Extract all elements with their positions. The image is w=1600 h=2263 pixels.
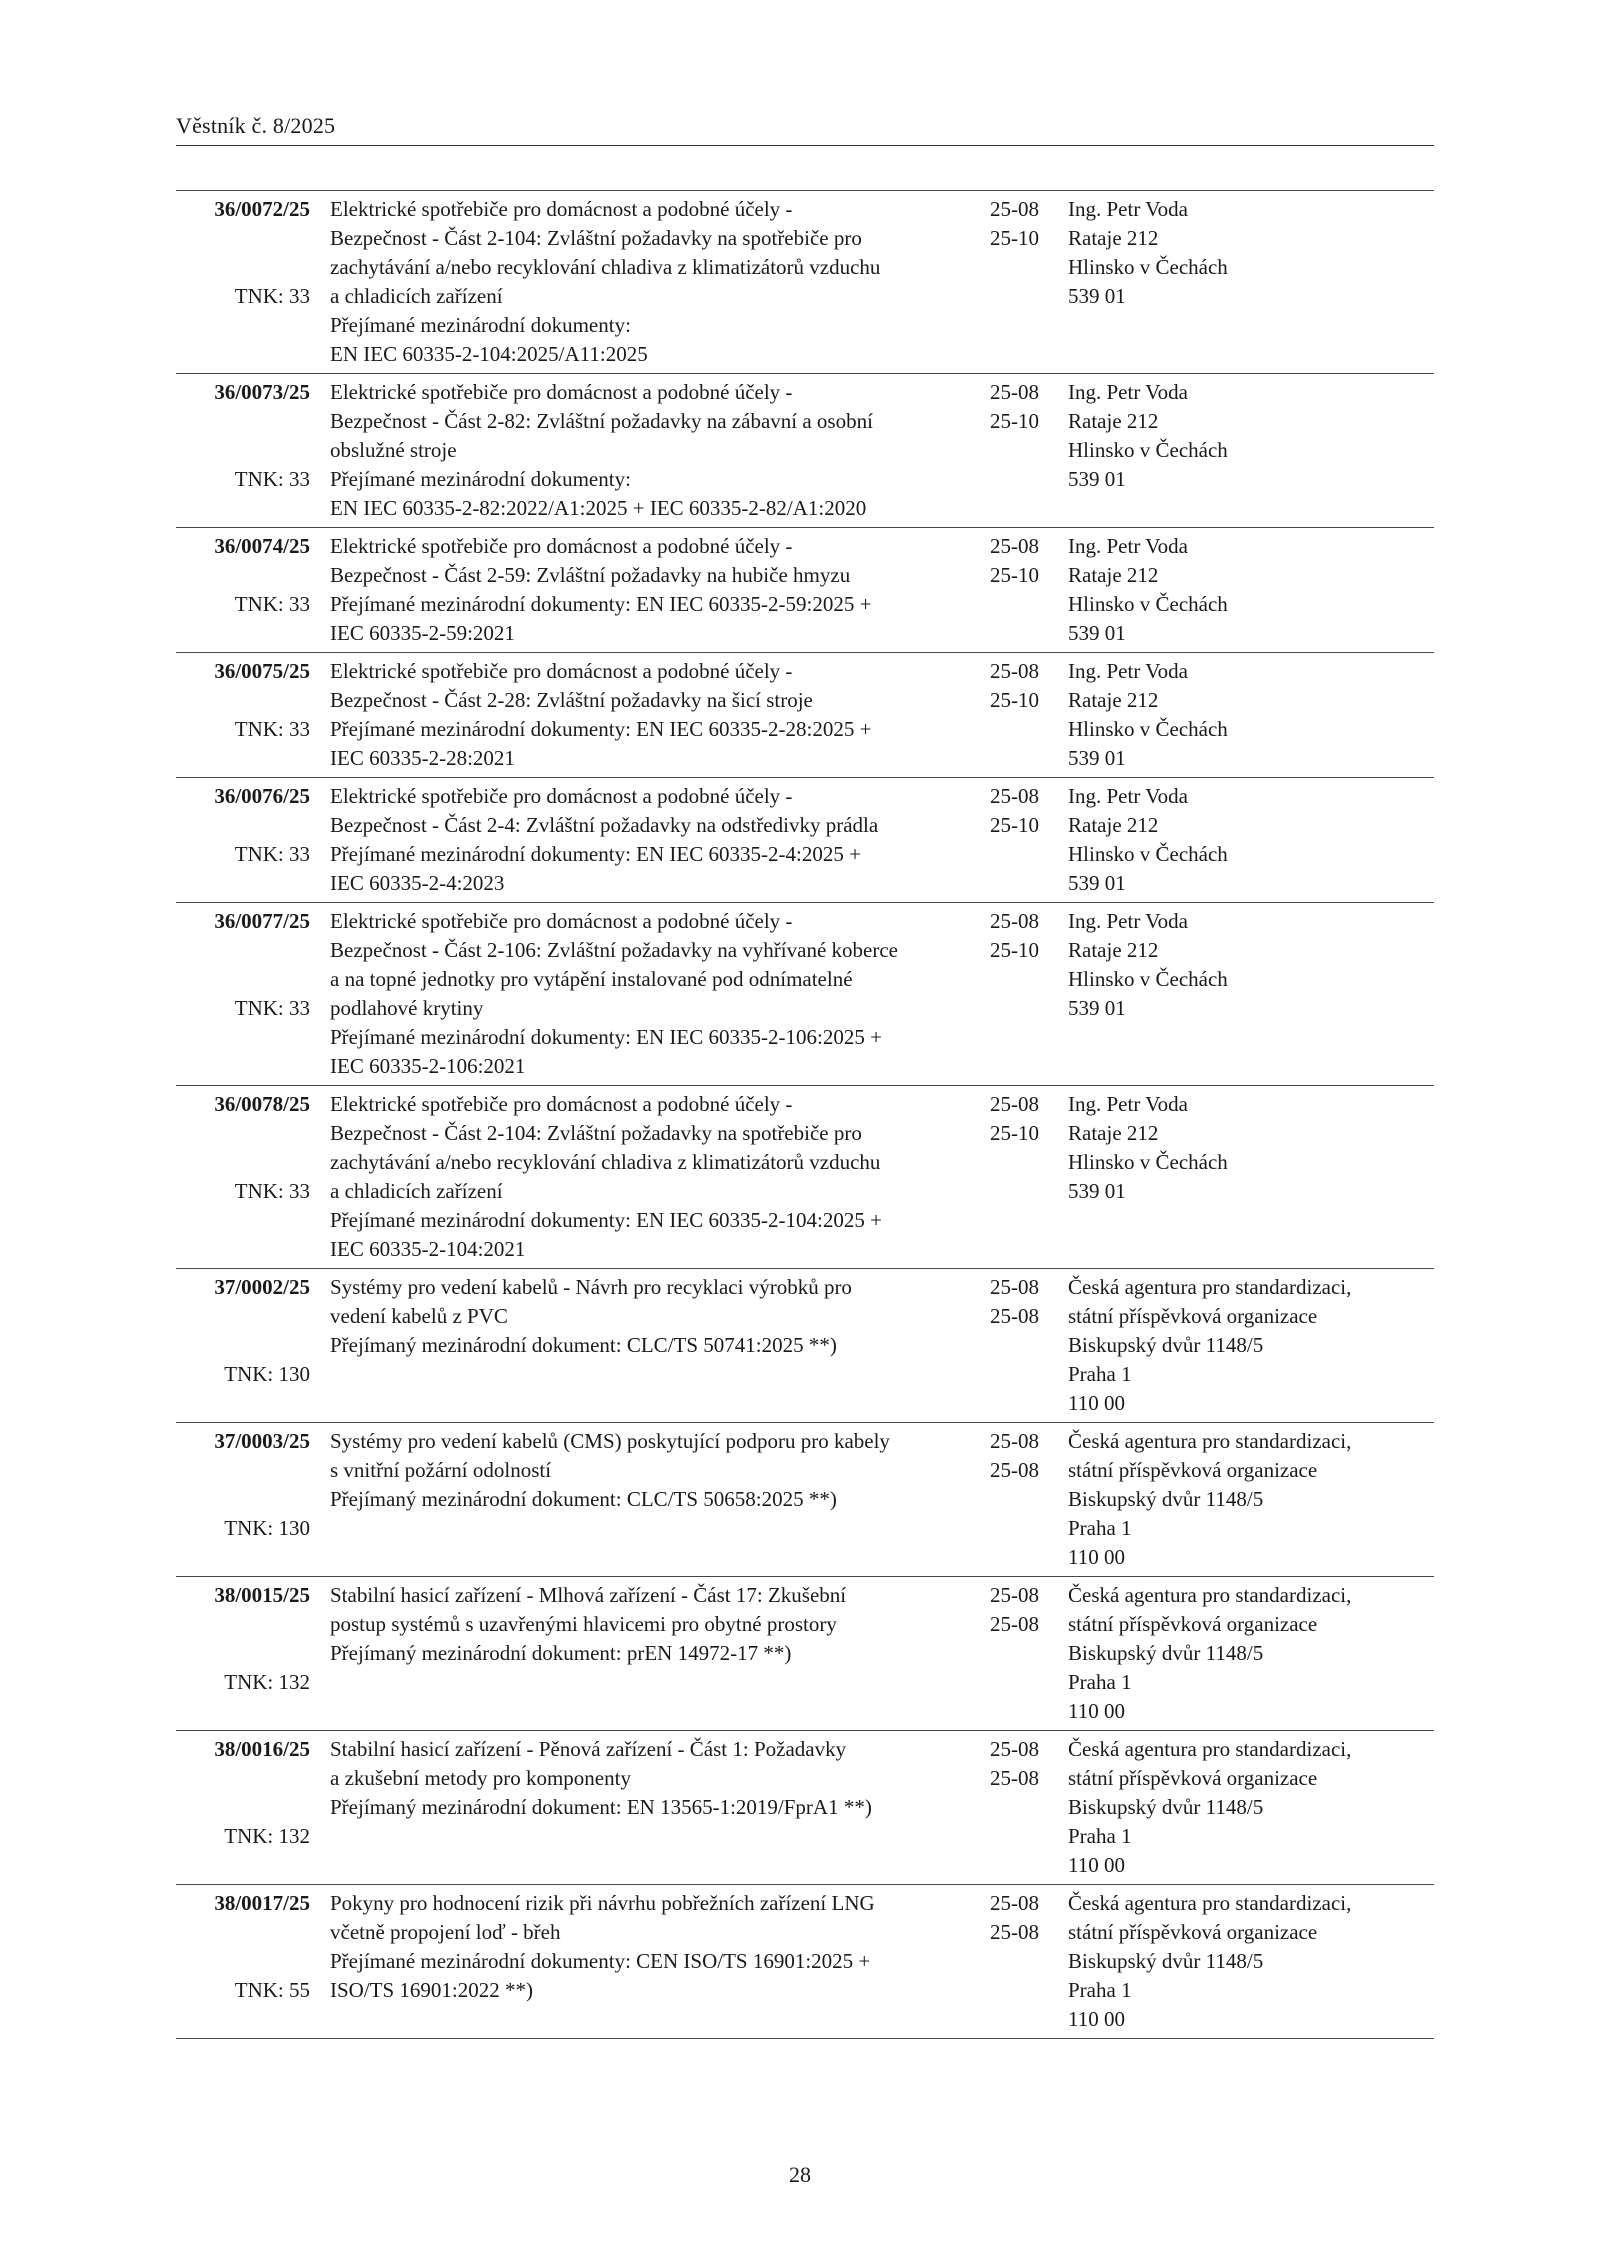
- entry-tnk: TNK: 130: [224, 1516, 310, 1540]
- entry-tnk: TNK: 33: [234, 717, 310, 741]
- entry-description: [330, 1269, 990, 1423]
- entry-contact: [1068, 1731, 1434, 1885]
- contact-line: Česká agentura pro standardizaci,: [1068, 1275, 1352, 1299]
- entry-description: [330, 1577, 990, 1731]
- contact-line: Ing. Petr Voda: [1068, 534, 1188, 558]
- entry-dates: [990, 1269, 1068, 1423]
- contact-line: Rataje 212: [1068, 226, 1159, 250]
- entry-tnk: TNK: 33: [234, 996, 310, 1020]
- contact-line: 110 00: [1068, 1545, 1125, 1569]
- description-line: IEC 60335-2-106:2021: [330, 1054, 526, 1078]
- entry-id: 36/0078/25: [214, 1092, 310, 1116]
- contact-line: Ing. Petr Voda: [1068, 380, 1188, 404]
- date-line: 25-08: [990, 197, 1039, 221]
- entry-tnk: TNK: 132: [224, 1824, 310, 1848]
- date-line: 25-08: [990, 1766, 1039, 1790]
- description-line: a chladicích zařízení: [330, 284, 503, 308]
- date-line: 25-10: [990, 813, 1039, 837]
- table-row: [176, 1731, 1434, 1885]
- entry-dates: [990, 191, 1068, 374]
- contact-line: Ing. Petr Voda: [1068, 1092, 1188, 1116]
- description-line: Elektrické spotřebiče pro domácnost a podobné účely -: [330, 1092, 793, 1116]
- entry-dates: [990, 1086, 1068, 1269]
- description-line: Bezpečnost - Část 2-4: Zvláštní požadavky na odstředivky prádla: [330, 813, 879, 837]
- contact-line: Ing. Petr Voda: [1068, 784, 1188, 808]
- description-line: Systémy pro vedení kabelů (CMS) poskytující podporu pro kabely: [330, 1429, 890, 1453]
- entry-description: [330, 1423, 990, 1577]
- entry-id: 36/0076/25: [214, 784, 310, 808]
- entry-id: 37/0002/25: [214, 1275, 310, 1299]
- entry-description: [330, 528, 990, 653]
- date-line: 25-08: [990, 659, 1039, 683]
- description-line: vedení kabelů z PVC: [330, 1304, 508, 1328]
- contact-line: Rataje 212: [1068, 813, 1159, 837]
- description-line: Bezpečnost - Část 2-104: Zvláštní požadavky na spotřebiče pro: [330, 1121, 862, 1145]
- contact-line: Hlinsko v Čechách: [1068, 1150, 1228, 1174]
- date-line: 25-08: [990, 1612, 1039, 1636]
- description-line: EN IEC 60335-2-104:2025/A11:2025: [330, 342, 648, 366]
- contact-line: Ing. Petr Voda: [1068, 197, 1188, 221]
- entry-dates: [990, 1423, 1068, 1577]
- date-line: 25-08: [990, 380, 1039, 404]
- description-line: Přejímané mezinárodní dokumenty: EN IEC 60335-2-4:2025 +: [330, 842, 861, 866]
- entry-tnk: TNK: 33: [234, 467, 310, 491]
- entry-dates: [990, 653, 1068, 778]
- entry-id: 38/0016/25: [214, 1737, 310, 1761]
- entry-id-cell: [176, 1269, 330, 1423]
- entry-dates: [990, 374, 1068, 528]
- contact-line: Biskupský dvůr 1148/5: [1068, 1949, 1264, 1973]
- entry-id-cell: [176, 1731, 330, 1885]
- entry-dates: [990, 1731, 1068, 1885]
- date-line: 25-08: [990, 1304, 1039, 1328]
- entry-id: 36/0073/25: [214, 380, 310, 404]
- contact-line: 539 01: [1068, 871, 1126, 895]
- entries-table: [176, 190, 1434, 2039]
- contact-line: Biskupský dvůr 1148/5: [1068, 1487, 1264, 1511]
- description-line: Bezpečnost - Část 2-59: Zvláštní požadavky na hubiče hmyzu: [330, 563, 851, 587]
- date-line: 25-08: [990, 784, 1039, 808]
- description-line: Bezpečnost - Část 2-28: Zvláštní požadavky na šicí stroje: [330, 688, 813, 712]
- table-row: [176, 653, 1434, 778]
- contact-line: Biskupský dvůr 1148/5: [1068, 1641, 1264, 1665]
- contact-line: Rataje 212: [1068, 938, 1159, 962]
- entry-contact: [1068, 191, 1434, 374]
- contact-line: Česká agentura pro standardizaci,: [1068, 1737, 1352, 1761]
- description-line: podlahové krytiny: [330, 996, 484, 1020]
- description-line: Systémy pro vedení kabelů - Návrh pro recyklaci výrobků pro: [330, 1275, 852, 1299]
- entry-description: [330, 653, 990, 778]
- description-line: IEC 60335-2-59:2021: [330, 621, 515, 645]
- description-line: Přejímané mezinárodní dokumenty: EN IEC 60335-2-104:2025 +: [330, 1208, 882, 1232]
- description-line: Přejímané mezinárodní dokumenty: EN IEC 60335-2-28:2025 +: [330, 717, 872, 741]
- contact-line: Česká agentura pro standardizaci,: [1068, 1891, 1352, 1915]
- entry-dates: [990, 1577, 1068, 1731]
- entry-description: [330, 1086, 990, 1269]
- description-line: ISO/TS 16901:2022 **): [330, 1978, 534, 2002]
- table-row: [176, 903, 1434, 1086]
- description-line: Elektrické spotřebiče pro domácnost a podobné účely -: [330, 534, 793, 558]
- description-line: a chladicích zařízení: [330, 1179, 503, 1203]
- description-line: Přejímaný mezinárodní dokument: EN 13565-1:2019/FprA1 **): [330, 1795, 872, 1819]
- description-line: Elektrické spotřebiče pro domácnost a podobné účely -: [330, 197, 793, 221]
- description-line: Elektrické spotřebiče pro domácnost a podobné účely -: [330, 909, 793, 933]
- entry-id-cell: [176, 1577, 330, 1731]
- contact-line: státní příspěvková organizace: [1068, 1920, 1318, 1944]
- entry-id-cell: [176, 374, 330, 528]
- contact-line: 110 00: [1068, 1699, 1125, 1723]
- contact-line: 110 00: [1068, 2007, 1125, 2031]
- contact-line: Praha 1: [1068, 1978, 1132, 2002]
- description-line: Přejímané mezinárodní dokumenty: EN IEC 60335-2-59:2025 +: [330, 592, 872, 616]
- contact-line: Biskupský dvůr 1148/5: [1068, 1333, 1264, 1357]
- entry-dates: [990, 903, 1068, 1086]
- description-line: a na topné jednotky pro vytápění instalované pod odnímatelné: [330, 967, 853, 991]
- entry-description: [330, 191, 990, 374]
- entry-contact: [1068, 653, 1434, 778]
- description-line: postup systémů s uzavřenými hlavicemi pro obytné prostory: [330, 1612, 837, 1636]
- description-line: Přejímané mezinárodní dokumenty: EN IEC 60335-2-106:2025 +: [330, 1025, 882, 1049]
- contact-line: Rataje 212: [1068, 409, 1159, 433]
- date-line: 25-08: [990, 1275, 1039, 1299]
- date-line: 25-08: [990, 1737, 1039, 1761]
- table-row: [176, 1269, 1434, 1423]
- table-row: [176, 374, 1434, 528]
- entry-contact: [1068, 1577, 1434, 1731]
- entry-contact: [1068, 528, 1434, 653]
- entry-dates: [990, 778, 1068, 903]
- entry-dates: [990, 1885, 1068, 2039]
- contact-line: Česká agentura pro standardizaci,: [1068, 1583, 1352, 1607]
- contact-line: Hlinsko v Čechách: [1068, 255, 1228, 279]
- page-header: Věstník č. 8/2025: [176, 113, 336, 138]
- table-row: [176, 191, 1434, 374]
- description-line: obslužné stroje: [330, 438, 457, 462]
- entry-description: [330, 1731, 990, 1885]
- description-line: a zkušební metody pro komponenty: [330, 1766, 631, 1790]
- date-line: 25-08: [990, 909, 1039, 933]
- contact-line: Praha 1: [1068, 1670, 1132, 1694]
- contact-line: Rataje 212: [1068, 688, 1159, 712]
- description-line: Přejímané mezinárodní dokumenty:: [330, 467, 631, 491]
- description-line: zachytávání a/nebo recyklování chladiva z klimatizátorů vzduchu: [330, 1150, 881, 1174]
- date-line: 25-10: [990, 409, 1039, 433]
- date-line: 25-08: [990, 1920, 1039, 1944]
- date-line: 25-10: [990, 688, 1039, 712]
- description-line: EN IEC 60335-2-82:2022/A1:2025 + IEC 60335-2-82/A1:2020: [330, 496, 867, 520]
- entry-id: 36/0077/25: [214, 909, 310, 933]
- entry-id: 36/0075/25: [214, 659, 310, 683]
- table-row: [176, 1885, 1434, 2039]
- entry-tnk: TNK: 33: [234, 1179, 310, 1203]
- contact-line: Biskupský dvůr 1148/5: [1068, 1795, 1264, 1819]
- entry-contact: [1068, 1423, 1434, 1577]
- contact-line: Ing. Petr Voda: [1068, 909, 1188, 933]
- date-line: 25-08: [990, 1429, 1039, 1453]
- entry-contact: [1068, 778, 1434, 903]
- description-line: Bezpečnost - Část 2-82: Zvláštní požadavky na zábavní a osobní: [330, 409, 873, 433]
- entry-id-cell: [176, 191, 330, 374]
- description-line: Pokyny pro hodnocení rizik při návrhu pobřežních zařízení LNG: [330, 1891, 875, 1915]
- entry-id: 38/0017/25: [214, 1891, 310, 1915]
- header-rule: [176, 145, 1434, 146]
- contact-line: Ing. Petr Voda: [1068, 659, 1188, 683]
- entry-tnk: TNK: 130: [224, 1362, 310, 1386]
- entry-description: [330, 903, 990, 1086]
- contact-line: státní příspěvková organizace: [1068, 1612, 1318, 1636]
- contact-line: Hlinsko v Čechách: [1068, 842, 1228, 866]
- entry-contact: [1068, 1086, 1434, 1269]
- contact-line: státní příspěvková organizace: [1068, 1458, 1318, 1482]
- date-line: 25-08: [990, 1891, 1039, 1915]
- description-line: Přejímaný mezinárodní dokument: CLC/TS 50741:2025 **): [330, 1333, 837, 1357]
- entry-id-cell: [176, 653, 330, 778]
- contact-line: Rataje 212: [1068, 1121, 1159, 1145]
- table-row: [176, 528, 1434, 653]
- contact-line: 539 01: [1068, 621, 1126, 645]
- contact-line: státní příspěvková organizace: [1068, 1766, 1318, 1790]
- contact-line: 110 00: [1068, 1391, 1125, 1415]
- description-line: IEC 60335-2-104:2021: [330, 1237, 526, 1261]
- contact-line: státní příspěvková organizace: [1068, 1304, 1318, 1328]
- entry-description: [330, 374, 990, 528]
- date-line: 25-10: [990, 938, 1039, 962]
- description-line: Elektrické spotřebiče pro domácnost a podobné účely -: [330, 784, 793, 808]
- entries-table-body: [176, 191, 1434, 2039]
- contact-line: 539 01: [1068, 746, 1126, 770]
- contact-line: Rataje 212: [1068, 563, 1159, 587]
- description-line: Elektrické spotřebiče pro domácnost a podobné účely -: [330, 659, 793, 683]
- table-row: [176, 1086, 1434, 1269]
- description-line: včetně propojení loď - břeh: [330, 1920, 561, 1944]
- entry-id-cell: [176, 1885, 330, 2039]
- entry-dates: [990, 528, 1068, 653]
- entry-tnk: TNK: 132: [224, 1670, 310, 1694]
- description-line: IEC 60335-2-28:2021: [330, 746, 515, 770]
- description-line: Přejímaný mezinárodní dokument: CLC/TS 50658:2025 **): [330, 1487, 837, 1511]
- entry-tnk: TNK: 55: [234, 1978, 310, 2002]
- date-line: 25-08: [990, 1092, 1039, 1116]
- description-line: zachytávání a/nebo recyklování chladiva z klimatizátorů vzduchu: [330, 255, 881, 279]
- contact-line: 539 01: [1068, 467, 1126, 491]
- entry-id-cell: [176, 528, 330, 653]
- contact-line: Česká agentura pro standardizaci,: [1068, 1429, 1352, 1453]
- date-line: 25-08: [990, 534, 1039, 558]
- date-line: 25-10: [990, 563, 1039, 587]
- date-line: 25-10: [990, 1121, 1039, 1145]
- entry-tnk: TNK: 33: [234, 842, 310, 866]
- description-line: Bezpečnost - Část 2-104: Zvláštní požadavky na spotřebiče pro: [330, 226, 862, 250]
- entry-description: [330, 778, 990, 903]
- description-line: Elektrické spotřebiče pro domácnost a podobné účely -: [330, 380, 793, 404]
- entry-description: [330, 1885, 990, 2039]
- entry-tnk: TNK: 33: [234, 284, 310, 308]
- entry-id-cell: [176, 1086, 330, 1269]
- contact-line: 539 01: [1068, 996, 1126, 1020]
- contact-line: 539 01: [1068, 1179, 1126, 1203]
- contact-line: 110 00: [1068, 1853, 1125, 1877]
- page-number: 28: [789, 2162, 811, 2187]
- description-line: IEC 60335-2-4:2023: [330, 871, 505, 895]
- contact-line: Praha 1: [1068, 1362, 1132, 1386]
- contact-line: Hlinsko v Čechách: [1068, 592, 1228, 616]
- description-line: Bezpečnost - Část 2-106: Zvláštní požadavky na vyhřívané koberce: [330, 938, 898, 962]
- table-row: [176, 1577, 1434, 1731]
- contact-line: Praha 1: [1068, 1516, 1132, 1540]
- description-line: Přejímané mezinárodní dokumenty:: [330, 313, 631, 337]
- date-line: 25-10: [990, 226, 1039, 250]
- description-line: Přejímané mezinárodní dokumenty: CEN ISO/TS 16901:2025 +: [330, 1949, 871, 1973]
- entry-id: 36/0072/25: [214, 197, 310, 221]
- contact-line: Hlinsko v Čechách: [1068, 438, 1228, 462]
- entry-contact: [1068, 903, 1434, 1086]
- contact-line: Hlinsko v Čechách: [1068, 967, 1228, 991]
- entry-contact: [1068, 1269, 1434, 1423]
- entry-id-cell: [176, 778, 330, 903]
- table-row: [176, 1423, 1434, 1577]
- description-line: s vnitřní požární odolností: [330, 1458, 552, 1482]
- date-line: 25-08: [990, 1583, 1039, 1607]
- entry-id-cell: [176, 1423, 330, 1577]
- entry-id: 37/0003/25: [214, 1429, 310, 1453]
- date-line: 25-08: [990, 1458, 1039, 1482]
- entry-contact: [1068, 1885, 1434, 2039]
- entry-id: 38/0015/25: [214, 1583, 310, 1607]
- entry-id: 36/0074/25: [214, 534, 310, 558]
- entry-id-cell: [176, 903, 330, 1086]
- entry-tnk: TNK: 33: [234, 592, 310, 616]
- table-row: [176, 778, 1434, 903]
- contact-line: Praha 1: [1068, 1824, 1132, 1848]
- description-line: Stabilní hasicí zařízení - Pěnová zařízení - Část 1: Požadavky: [330, 1737, 847, 1761]
- entry-contact: [1068, 374, 1434, 528]
- contact-line: 539 01: [1068, 284, 1126, 308]
- contact-line: Hlinsko v Čechách: [1068, 717, 1228, 741]
- description-line: Stabilní hasicí zařízení - Mlhová zařízení - Část 17: Zkušební: [330, 1583, 847, 1607]
- description-line: Přejímaný mezinárodní dokument: prEN 14972-17 **): [330, 1641, 792, 1665]
